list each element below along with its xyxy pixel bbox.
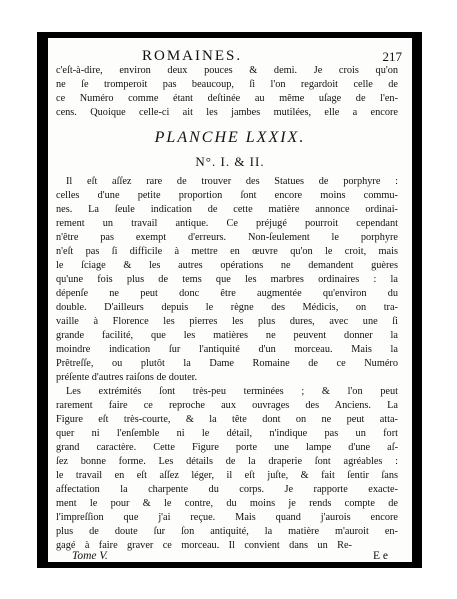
text-line: le travail en eſt aſſez léger, il eſt juſte, & fait ſentir ſans	[56, 470, 398, 481]
text-line: c'eſt-à-dire, environ deux pouces & demi. Je crois qu'on	[56, 65, 398, 76]
text-line: affectation la charpente du corps. Je rapporte exacte-	[56, 484, 398, 495]
text-line: ce Numéro comme étant deſtinée au même uſage de l'en-	[56, 93, 398, 104]
text-line: Figure eſt très-courte, & la tête dont on ne peut atta-	[56, 414, 398, 425]
book-page	[48, 38, 412, 562]
signature-mark: E e	[372, 550, 388, 562]
text-line: n'eſt pas ſi difficile à mettre en œuvre qu'on le croit, mais	[56, 246, 398, 257]
text-line: ſez bonne forme. Les détails de la draperie ſont agréables :	[56, 456, 398, 467]
page-number: 217	[382, 49, 402, 64]
text-line: celles d'une petite proportion ſont encore moins commu-	[56, 190, 398, 201]
text-line: grand caractère. Cette Figure porte une lampe d'une aſ-	[56, 442, 398, 453]
text-line: dépenſe ne peut donc être augmentée qu'environ du	[56, 288, 398, 299]
text-line: n'être pas exempt d'erreurs. Non-ſeulement le porphyre	[56, 232, 398, 243]
text-line: gagé à faire graver ce morceau. Il convient dans un Re-	[56, 540, 352, 551]
text-line: préſente d'autres raiſons de douter.	[56, 372, 198, 383]
text-line: quer ni l'enſemble ni le détail, n'indique pas un fort	[56, 428, 398, 439]
text-line: l'impreſſion que j'ai reçue. Mais quand j'aurois encore	[56, 512, 398, 523]
text-line: vaille à Florence les pierres les plus dures, avec une ſi	[56, 316, 398, 327]
text-line: rement un travail antique. Ce préjugé pourroit cependant	[56, 218, 398, 229]
text-line: Prêtreſſe, ou plutôt la Dame Romaine de ce Numéro	[56, 358, 398, 369]
text-line: rarement faire ce reproche aux ouvrages des Anciens. La	[56, 400, 398, 411]
running-title: ROMAINES.	[142, 48, 243, 64]
text-line: nes. La ſeule indication de cette matière annonce ordinai-	[56, 204, 398, 215]
text-line: moindre indication ſur l'antiquité d'un morceau. Mais la	[56, 344, 398, 355]
text-line: le ſciage & les autres opérations ne demandent guères	[56, 260, 398, 271]
text-line: plus de doute ſur ſon antiquité, la matière m'auroit en-	[56, 526, 398, 537]
text-line: cens. Quoique celle-ci ait les jambes mutilées, elle a encore	[56, 107, 398, 118]
plate-title: PLANCHE LXXIX.	[154, 129, 306, 146]
text-line: double. D'ailleurs depuis le règne des Médicis, on tra-	[56, 302, 398, 313]
plate-numbers: N°. I. & II.	[195, 154, 265, 169]
text-line: ne ſe tromperoit pas beaucoup, ſi l'on regardoit celle de	[56, 79, 398, 90]
text-line: ment le pour & le contre, du moins je rends compte de	[56, 498, 398, 509]
text-line: grande facilité, que les matières ne peuvent donner la	[56, 330, 398, 341]
text-line: qu'une fois plus de tems que les marbres ordinaires : la	[56, 274, 398, 285]
text-line: Les extrémités ſont très-peu terminées ; & l'on peut	[66, 386, 398, 397]
text-line: Il eſt aſſez rare de trouver des Statues de porphyre :	[66, 176, 398, 187]
volume-footer: Tome V.	[72, 550, 108, 562]
